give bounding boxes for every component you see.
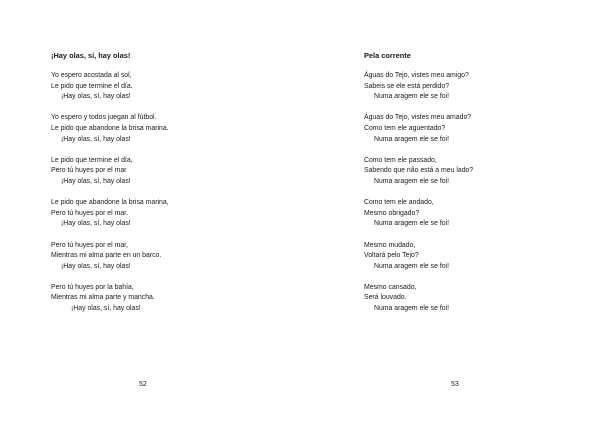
poem-line: Le pido que termine el día. (51, 82, 133, 90)
poem-line: Mesmo cansado, (364, 283, 417, 291)
stanza (364, 156, 473, 188)
stanza (51, 113, 169, 145)
poem-line: Le pido que abandone la brisa marina. (51, 124, 169, 132)
stanza (364, 113, 473, 145)
refrain-line: Numa aragem ele se foi! (374, 305, 450, 313)
stanza (51, 283, 169, 315)
stanza (364, 198, 473, 230)
page-number: 52 (139, 381, 147, 388)
stanza (364, 283, 473, 315)
refrain-line: ¡Hay olas, sí, hay olas! (61, 220, 131, 228)
poem-line: Yo espero acostada al sol, (51, 72, 132, 79)
poem-line: Pero tú huyes por el mar. (51, 209, 128, 217)
poem-title: Pela corrente (364, 51, 411, 60)
poem-line: Como tem ele passado, (364, 156, 437, 164)
stanza (51, 71, 169, 103)
poem-line: Mientras mi alma parte en un barco. (51, 252, 162, 260)
stanza (364, 241, 473, 273)
poem-line: Como tem ele aguentado? (364, 124, 446, 132)
poem-line: Pero tú huyes por el mar, (51, 241, 128, 249)
poem-line: Sabeis se ele está perdido? (364, 82, 450, 90)
stanza (51, 198, 169, 230)
refrain-line: Numa aragem ele se foi! (374, 220, 450, 228)
poem-line: Águas do Tejo, vistes meu amado? (364, 114, 472, 122)
poem-line: Será louvado. (364, 294, 407, 302)
stanza (51, 156, 169, 188)
refrain-line: Numa aragem ele se foi! (374, 262, 450, 270)
refrain-line: ¡Hay olas, sí, hay olas! (61, 135, 131, 143)
refrain-line: Numa aragem ele se foi! (374, 177, 450, 185)
poem-line: Mesmo mudado, (364, 241, 416, 249)
refrain-line: ¡Hay olas, sí, hay olas! (61, 262, 131, 270)
refrain-line: ¡Hay olas, sí, hay olas! (61, 177, 131, 185)
poem-line: Yo espero y todos juegan al fútbol. (51, 114, 157, 122)
refrain-line: ¡Hay olas, sí, hay olas! (61, 93, 131, 101)
refrain-line: ¡Hay olas, sí, hay olas! (71, 305, 141, 313)
stanza (364, 71, 473, 103)
poem-body (364, 71, 473, 325)
refrain-line: Numa aragem ele se foi! (374, 135, 450, 143)
poem-line: Águas do Tejo, vistes meu amigo? (364, 72, 469, 79)
poem-line: Mesmo obrigado? (364, 209, 420, 217)
refrain-line: Numa aragem ele se foi! (374, 93, 450, 101)
poem-line: Le pido que abandone la brisa marina, (51, 199, 169, 207)
poem-line: Como tem ele andado, (364, 199, 434, 207)
poem-body (51, 71, 169, 325)
poem-line: Le pido que termine el día, (51, 156, 133, 164)
right-page (300, 0, 600, 425)
page-number: 53 (451, 381, 459, 388)
stanza (51, 241, 169, 273)
poem-line: Pero tú huyes por la bahía, (51, 283, 134, 291)
poem-line: Sabendo que não está a meu lado? (364, 167, 474, 175)
poem-line: Voltará pelo Tejo? (364, 252, 419, 260)
poem-line: Mientras mi alma parte y mancha. (51, 294, 155, 302)
poem-title: ¡Hay olas, sí, hay olas! (51, 51, 131, 60)
poem-line: Pero tú huyes por el mar (51, 167, 127, 175)
